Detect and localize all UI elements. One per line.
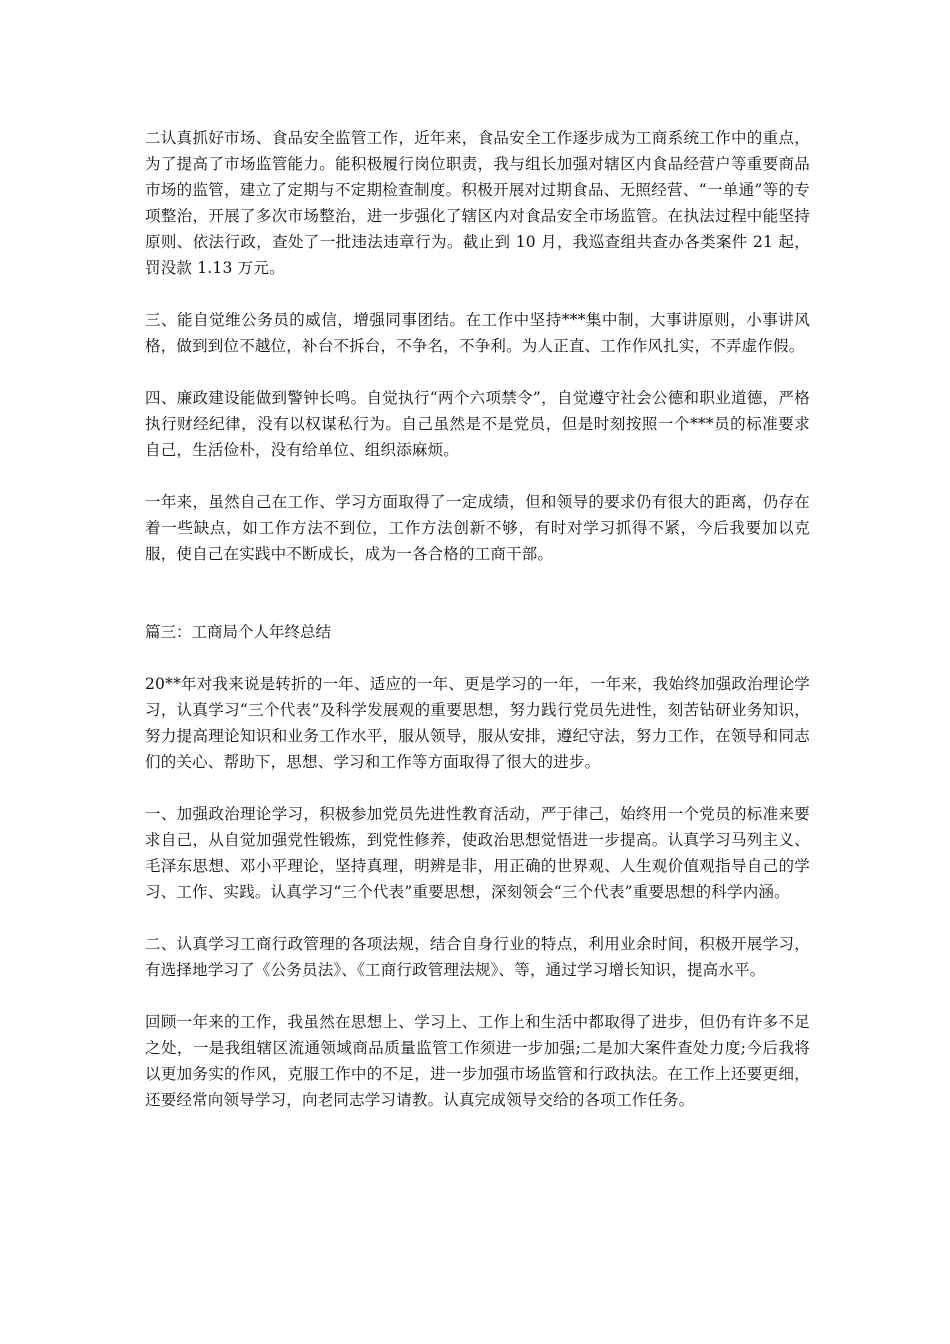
paragraph-spacer (145, 983, 810, 1009)
paragraph-review: 回顾一年来的工作，我虽然在思想上、学习上、工作上和生活中都取得了进步，但仍有许多不足之处，一是我组辖区流通领域商品质量监管工作须进一步加强;二是加大案件查处力度;今后我将以更加务实的作风，克服工作中的不足，进一步加强市场监管和行政执法。在工作上还要更细，还要经常向领导学习，向老同志学习请教。认真完成领导交给的各项工作任务。 (145, 1013, 810, 1109)
paragraph-spacer (145, 463, 810, 489)
paragraph-integrity: 四、廉政建设能做到警钟长鸣。自觉执行“两个六项禁令”，自觉遵守社会公德和职业道德，严格执行财经纪律，没有以权谋私行为。自己虽然是不是党员，但是时刻按照一个***员的标准要求自己，生活俭朴，没有给单位、组织添麻烦。 (145, 389, 810, 459)
paragraph-market-food-safety: 二认真抓好市场、食品安全监管工作，近年来，食品安全工作逐步成为工商系统工作中的重点，为了提高了市场监管能力。能积极履行岗位职责，我与组长加强对辖区内食品经营户等重要商品市场的监管，建立了定期与不定期检查制度。积极开展对过期食品、无照经营、“一单通”等的专项整治，开展了多次市场整治，进一步强化了辖区内对食品安全市场监管。在执法过程中能坚持原则、依法行政，查处了一批违法违章行为。截止到 10 月，我巡查组共查办各类案件 21 起，罚没款 1.13 万元。 (145, 129, 810, 277)
paragraph-spacer (145, 359, 810, 385)
paragraph-spacer (145, 905, 810, 931)
paragraph-spacer (145, 775, 810, 801)
paragraph-spacer (145, 645, 810, 671)
paragraph-civil-servant-prestige: 三、能自觉维公务员的威信，增强同事团结。在工作中坚持***集中制，大事讲原则，小事讲风格，做到到位不越位，补台不拆台，不争名，不争利。为人正直、工作作风扎实，不弄虚作假。 (145, 311, 810, 355)
paragraph-intro: 20**年对我来说是转折的一年、适应的一年、更是学习的一年，一年来，我始终加强政治理论学习，认真学习“三个代表”及科学发展观的重要思想，努力践行党员先进性，刻苦钻研业务知识，努力提高理论知识和业务工作水平，服从领导，服从安排，遵纪守法，努力工作，在领导和同志们的关心、帮助下，思想、学习和工作等方面取得了很大的进步。 (145, 675, 810, 771)
section-heading: 篇三：工商局个人年终总结 (145, 623, 332, 641)
section-spacer (145, 567, 810, 619)
paragraph-year-summary: 一年来，虽然自己在工作、学习方面取得了一定成绩，但和领导的要求仍有很大的距离，仍存在着一些缺点，如工作方法不到位，工作方法创新不够，有时对学习抓得不紧，今后我要加以克服，使自己在实践中不断成长，成为一各合格的工商干部。 (145, 493, 810, 563)
paragraph-political-study: 一、加强政治理论学习，积极参加党员先进性教育活动，严于律己，始终用一个党员的标准来要求自己，从自觉加强党性锻炼，到党性修养，使政治思想觉悟进一步提高。认真学习马列主义、毛泽东思想、邓小平理论，坚持真理，明辨是非，用正确的世界观、人生观价值观指导自己的学习、工作、实践。认真学习“三个代表”重要思想，深刻领会“三个代表”重要思想的科学内涵。 (145, 805, 810, 901)
document-page (145, 125, 810, 1113)
paragraph-spacer (145, 281, 810, 307)
paragraph-regulation-study: 二、认真学习工商行政管理的各项法规，结合自身行业的特点，利用业余时间，积极开展学习，有选择地学习了《公务员法》、《工商行政管理法规》、等，通过学习增长知识，提高水平。 (145, 935, 810, 979)
